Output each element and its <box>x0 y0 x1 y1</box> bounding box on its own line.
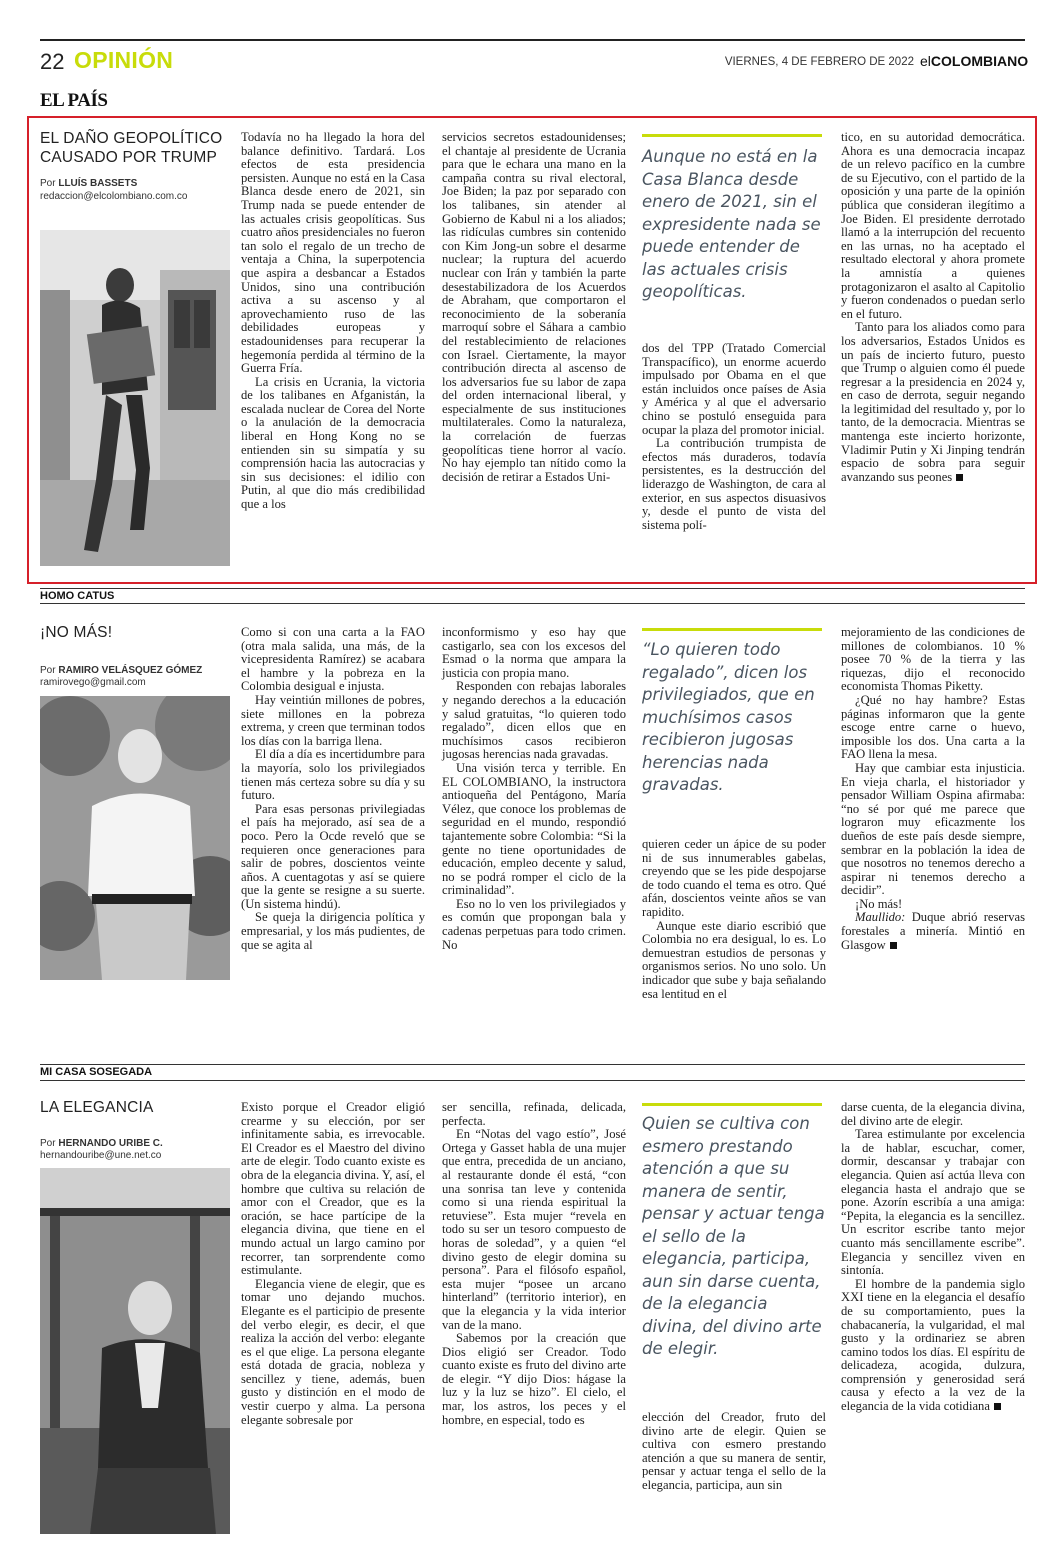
article3-email: hernandouribe@une.net.co <box>40 1150 162 1161</box>
article1-column-3: dos del TPP (Tratado Comercial Transpacífico), un enorme acuerdo impulsado por Obama en el que están incluidos once países de Asia y América y al que el adversario chino se postuló enseguida para ocupar la plaza del promotor inicial. La contribución trumpista de efectos más duraderos, todavía persistentes, es la destrucción del liderazgo de Washington, de cara al exterior, en sus aspectos disuasivos y, desde el punto de vista del sistema polí- <box>642 341 826 532</box>
end-mark-icon <box>890 942 897 949</box>
section-rule-3 <box>40 1064 1025 1065</box>
article2-pull-quote-rule <box>642 628 822 631</box>
section-rule-2b <box>40 603 1025 604</box>
article3-title: LA ELEGANCIA <box>40 1099 154 1116</box>
article1-byline: Por LLUÍS BASSETS <box>40 178 138 189</box>
article3-pull-quote: Quien se cultiva con esmero prestando atención a que su manera de sentir, pensar y actuar tenga el sello de la elegancia, participa, aun sin darse cuenta, de la elegancia divina, del divino arte de elegir. <box>642 1114 825 1358</box>
article3-author: HERNANDO URIBE C. <box>58 1138 163 1149</box>
logo-name: COLOMBIANO <box>930 53 1029 69</box>
article2-byline: Por RAMIRO VELÁSQUEZ GÓMEZ <box>40 665 203 676</box>
article3-column-3: elección del Creador, fruto del divino arte de elegir. Quien se cultiva con esmero prestando atención a que su manera de sentir, pensar y actuar tenga el sello de la elegancia, participa, aun sin <box>642 1410 826 1492</box>
end-mark-icon <box>956 474 963 481</box>
author-photo <box>40 1168 230 1534</box>
page-number: 22 <box>40 49 65 74</box>
article1-photo <box>40 230 230 566</box>
maullido-label: Maullido: <box>855 910 906 925</box>
author-photo <box>40 696 230 980</box>
statue-photo <box>40 230 230 566</box>
article2-column-3: quieren ceder un ápice de su poder ni de sus innumerables gabelas, creyendo que se les pide despojarse de todo cuando el tema es otro. Qué afán, doscientos veinte años se van rapidito. Aunque este diario escribió que Colombia no era desigual, lo es. Lo demuestran estudios de personas y organismos serios. No uno solo. Un indicador que sube y baja señalando esa lentitud en el <box>642 837 826 1001</box>
article2-title: ¡NO MÁS! <box>40 624 113 641</box>
article3-byline: Por HERNANDO URIBE C. <box>40 1138 163 1149</box>
article1-pull-quote-rule <box>642 134 822 137</box>
article2-column-4: mejoramiento de las condiciones de millones de colombianos. 10 % posee 70 % de la tierra y las riquezas, dijo el reconocido economista Thomas Piketty. ¿Qué no hay hambre? Estas páginas informaron que la gente escoge entre carne o huevo, imposible los dos. Una carta a la FAO llena la mesa. Hay que cambiar esta injusticia. En vieja charla, el historiador y pensador William Ospina afirmaba: “no sé por qué me parece que lograron muy eficazmente los dueños de este país desde siempre, sembrar en la población la idea de que nosotros no tenemos derecho a aspirar ni tenemos derecho a decidir”. ¡No más! Maullido: Duque abrió reservas forestales a minería. Mintió en Glasgow <box>841 625 1025 952</box>
article3-column-4: darse cuenta, de la elegancia divina, del divino arte de elegir. Tarea estimulante por excelencia la de hablar, escuchar, comer, dormir, descansar y trabajar con elegancia. Quien así actúa lleva con elegancia hasta el andrajo que se pone. Azorín escribía a una amiga: “Pepita, la elegancia es la sencillez. Un escritor escribe tanto mejor cuanto más sencillamente escribe”. Elegancia y sencillez viven en sintonía. El hombre de la pandemia siglo XXI tiene en la elegancia el desafío de su comportamiento, pues la chabacanería, la vulgaridad, el mal gusto y la ordinariez se abren camino todos los días. El espíritu de delicadeza, acogida, dulzura, comprensión y generosidad será causa y efecto a la vez de la elegancia de la vida cotidiana <box>841 1100 1025 1414</box>
article2-pull-quote: “Lo quieren todo regalado”, dicen los privilegiados, que en muchísimos casos recibieron jugosas herencias nada gravadas. <box>642 640 815 794</box>
end-mark-icon <box>994 1403 1001 1410</box>
article3-column-label: MI CASA SOSEGADA <box>40 1066 153 1078</box>
article1-column-1: Todavía no ha llegado la hora del balance definitivo. Tardará. Los efectos de esta presidencia persisten. Aunque no está en la Casa Blanca desde enero de 2021, sin Trump nada se puede entender de las actuales crisis geopolíticas. Sus cuatro años presidenciales no fueron tan solo el regalo de un trecho de ventaja a China, la superpotencia que aspira a desbancar a Estados Unidos, sino una contribución activa a su ascenso y al aprovechamiento ruso de las debilidades europeas y estadounidenses para recuperar la hegemonía perdida al término de la Guerra Fría. La crisis en Ucrania, la victoria de los talibanes en Afganistán, la escalada nuclear de Corea del Norte o la anulación de la democracia liberal en Hong Kong no se entienden sin su simpatía y su comprensión hacia las autocracias y sin sus decisiones: el idilio con Putin, al que dio más credibilidad que a los <box>241 130 425 512</box>
article3-column-2: ser sencilla, refinada, delicada, perfecta. En “Notas del vago estío”, José Ortega y Gasset habla de una mujer que entra, precedida de un anciano, al restaurante donde él está, “con una sonrisa tan leve y contenida como si una rienda espiritual la retuviese”. Esta mujer “revela en todo su ser un tesoro compuesto de horas de soledad”, y a quien “el divino gesto de elegir domina su persona”. Para el filósofo español, esta mujer “posee un arcano hinterland” (territorio interior), en que la elegancia y la vida interior van de la mano. Sabemos por la creación que Dios eligió ser Creador. Todo cuanto existe es fruto del divino arte de elegir. “Y dijo Dios: hágase la luz y la luz se hizo”. El cielo, el mar, los astros, los peces y el hombre, en especial, todo es <box>442 1100 626 1427</box>
article1-title-line2: CAUSADO POR TRUMP <box>40 149 218 166</box>
top-rule <box>40 39 1025 41</box>
article1-email: redaccion@elcolombiano.com.co <box>40 191 188 202</box>
header-date: VIERNES, 4 DE FEBRERO DE 2022 <box>724 56 914 68</box>
article3-photo <box>40 1168 230 1534</box>
article3-column-1: Existo porque el Creador eligió crearme y su elección, por ser infinitamente sabia, es irrevocable. El Creador es el Maestro del divino arte de elegir. Todo cuanto existe es obra de la elegancia divina. Y, así, el hombre que cultiva su relación de amor con el Creador, que es la oración, se hace partícipe de la elegancia divina, que tiene en el mundo actual un largo camino por recorrer, tan sorprendente como estimulante. Elegancia viene de elegir, que es tomar uno dejando muchos. Elegante es el participio de presente del verbo elegir, es decir, el que realiza la acción del verbo: elegante es el que elige. La persona elegante está dotada de gracia, nobleza y sencillez y tiene, además, buen gusto y distinción en el modo de vestir cuerpo y alma. La persona elegante sobresale por <box>241 1100 425 1427</box>
section-rule-3b <box>40 1080 1025 1081</box>
el-pais-logo: EL PAÍS <box>40 90 108 111</box>
article2-column-label: HOMO CATUS <box>40 590 115 602</box>
section-rule-2 <box>40 588 1025 589</box>
logo-prefix: el <box>920 53 931 69</box>
article1-pull-quote: Aunque no está en la Casa Blanca desde enero de 2021, sin el expresidente nada se puede entender de las actuales crisis geopolíticas. <box>642 147 821 301</box>
article1-title-line1: EL DAÑO GEOPOLÍTICO <box>40 130 223 147</box>
article2-email: ramirovego@gmail.com <box>40 677 146 688</box>
article1-title <box>40 129 230 167</box>
section-name: OPINIÓN <box>74 47 174 73</box>
article2-column-1: Como si con una carta a la FAO (otra mala salida, una más, de la vicepresidenta Ramírez) se acabara el hambre y la pobreza en la Colombia desigual e injusta. Hay veintiún millones de pobres, siete millones en la pobreza extrema, y creen que terminan todos los días con la barriga llena. El día a día es incertidumbre para la mayoría, solo los privilegiados tienen más certeza sobre su día y su futuro. Para esas personas privilegiadas el país ha mejorado, así sea de a poco. Pero la Ocde reveló que se requieren once generaciones para salir de pobres, doscientos veinte años. A cuentagotas y así se quiere que la gente se resigne a su suerte. (Un sistema hindú). Se queja la dirigencia política y empresarial, y los más pudientes, de que se agita al <box>241 625 425 952</box>
article1-column-2: servicios secretos estadounidenses; el chantaje al presidente de Ucrania para que le echara una mano en la campaña contra su rival electoral, Joe Biden; la paz por separado con los talibanes, sin atender al Gobierno de Kabul ni a los aliados; las ridículas cumbres sin contenido con Kim Jong-un sobre el desarme nuclear; la ruptura del acuerdo nuclear con Irán y también la parte desestabilizadora de los Acuerdos de Abraham, que comportaron el reconocimiento de la soberanía marroquí sobre el Sáhara a cambio del restablecimiento de relaciones con Israel. Ciertamente, la mayor contribución directa al ascenso de los adversarios fue su labor de zapa del orden internacional liberal, y especialmente de sus instituciones multilaterales. Como la naturaleza, la correlación de fuerzas geopolíticas tiene horror al vacío. No hay ejemplo tan nítido como la decisión de retirar a Estados Uni- <box>442 130 626 484</box>
newspaper-logo <box>920 53 1028 69</box>
article1-column-4: tico, en su autoridad democrática. Ahora es una democracia incapaz de un relevo pacífico en la cumbre de su Ejecutivo, con el partido de la oposición y una parte de la opinión pública que consideran ilegítimo a Joe Biden. El presidente derrotado llamó a la interrupción del recuento en las urnas, no ha aceptado el resultado electoral y ahora promete la amnistía a quienes protagonizaron el asalto al Capitolio y fueron condenados o puedan serlo en el futuro. Tanto para los aliados como para los adversarios, Estados Unidos es un país de incierto futuro, puesto que Trump o alguien como él puede regresar a la presidencia en 2024 y, en caso de derrota, seguir negando la legitimidad del resultado y, por lo tanto, de la democracia. Mientras se mantenga este incierto horizonte, Vladimir Putin y Xi Jinping tendrán espacio de sobra para seguir avanzando sus peones <box>841 130 1025 484</box>
article1-author: LLUÍS BASSETS <box>58 178 138 189</box>
article2-photo <box>40 696 230 980</box>
article2-author: RAMIRO VELÁSQUEZ GÓMEZ <box>58 665 203 676</box>
article2-column-2: inconformismo y eso hay que castigarlo, sea con los excesos del Esmad o la norma que ampara la justicia con propia mano. Responden con rebajas laborales y negando derechos a la educación y salud gratuitas, “lo quieren todo regalado”, dicen ellos que en muchísimos casos recibieron jugosas herencias nada gravadas. Una visión terca y terrible. En EL COLOMBIANO, la instructora antioqueña del Pentágono, María Vélez, que conoce los problemas de seguridad en el mundo, respondió tajantemente sobre Colombia: “Si la gente no tiene oportunidades de educación, empleo decente y salud, no se podrá romper el ciclo de la criminalidad”. Eso no lo ven los privilegiados y es común que propongan bala y cadenas perpetuas para todo crimen. No <box>442 625 626 952</box>
article3-pull-quote-rule <box>642 1103 822 1106</box>
